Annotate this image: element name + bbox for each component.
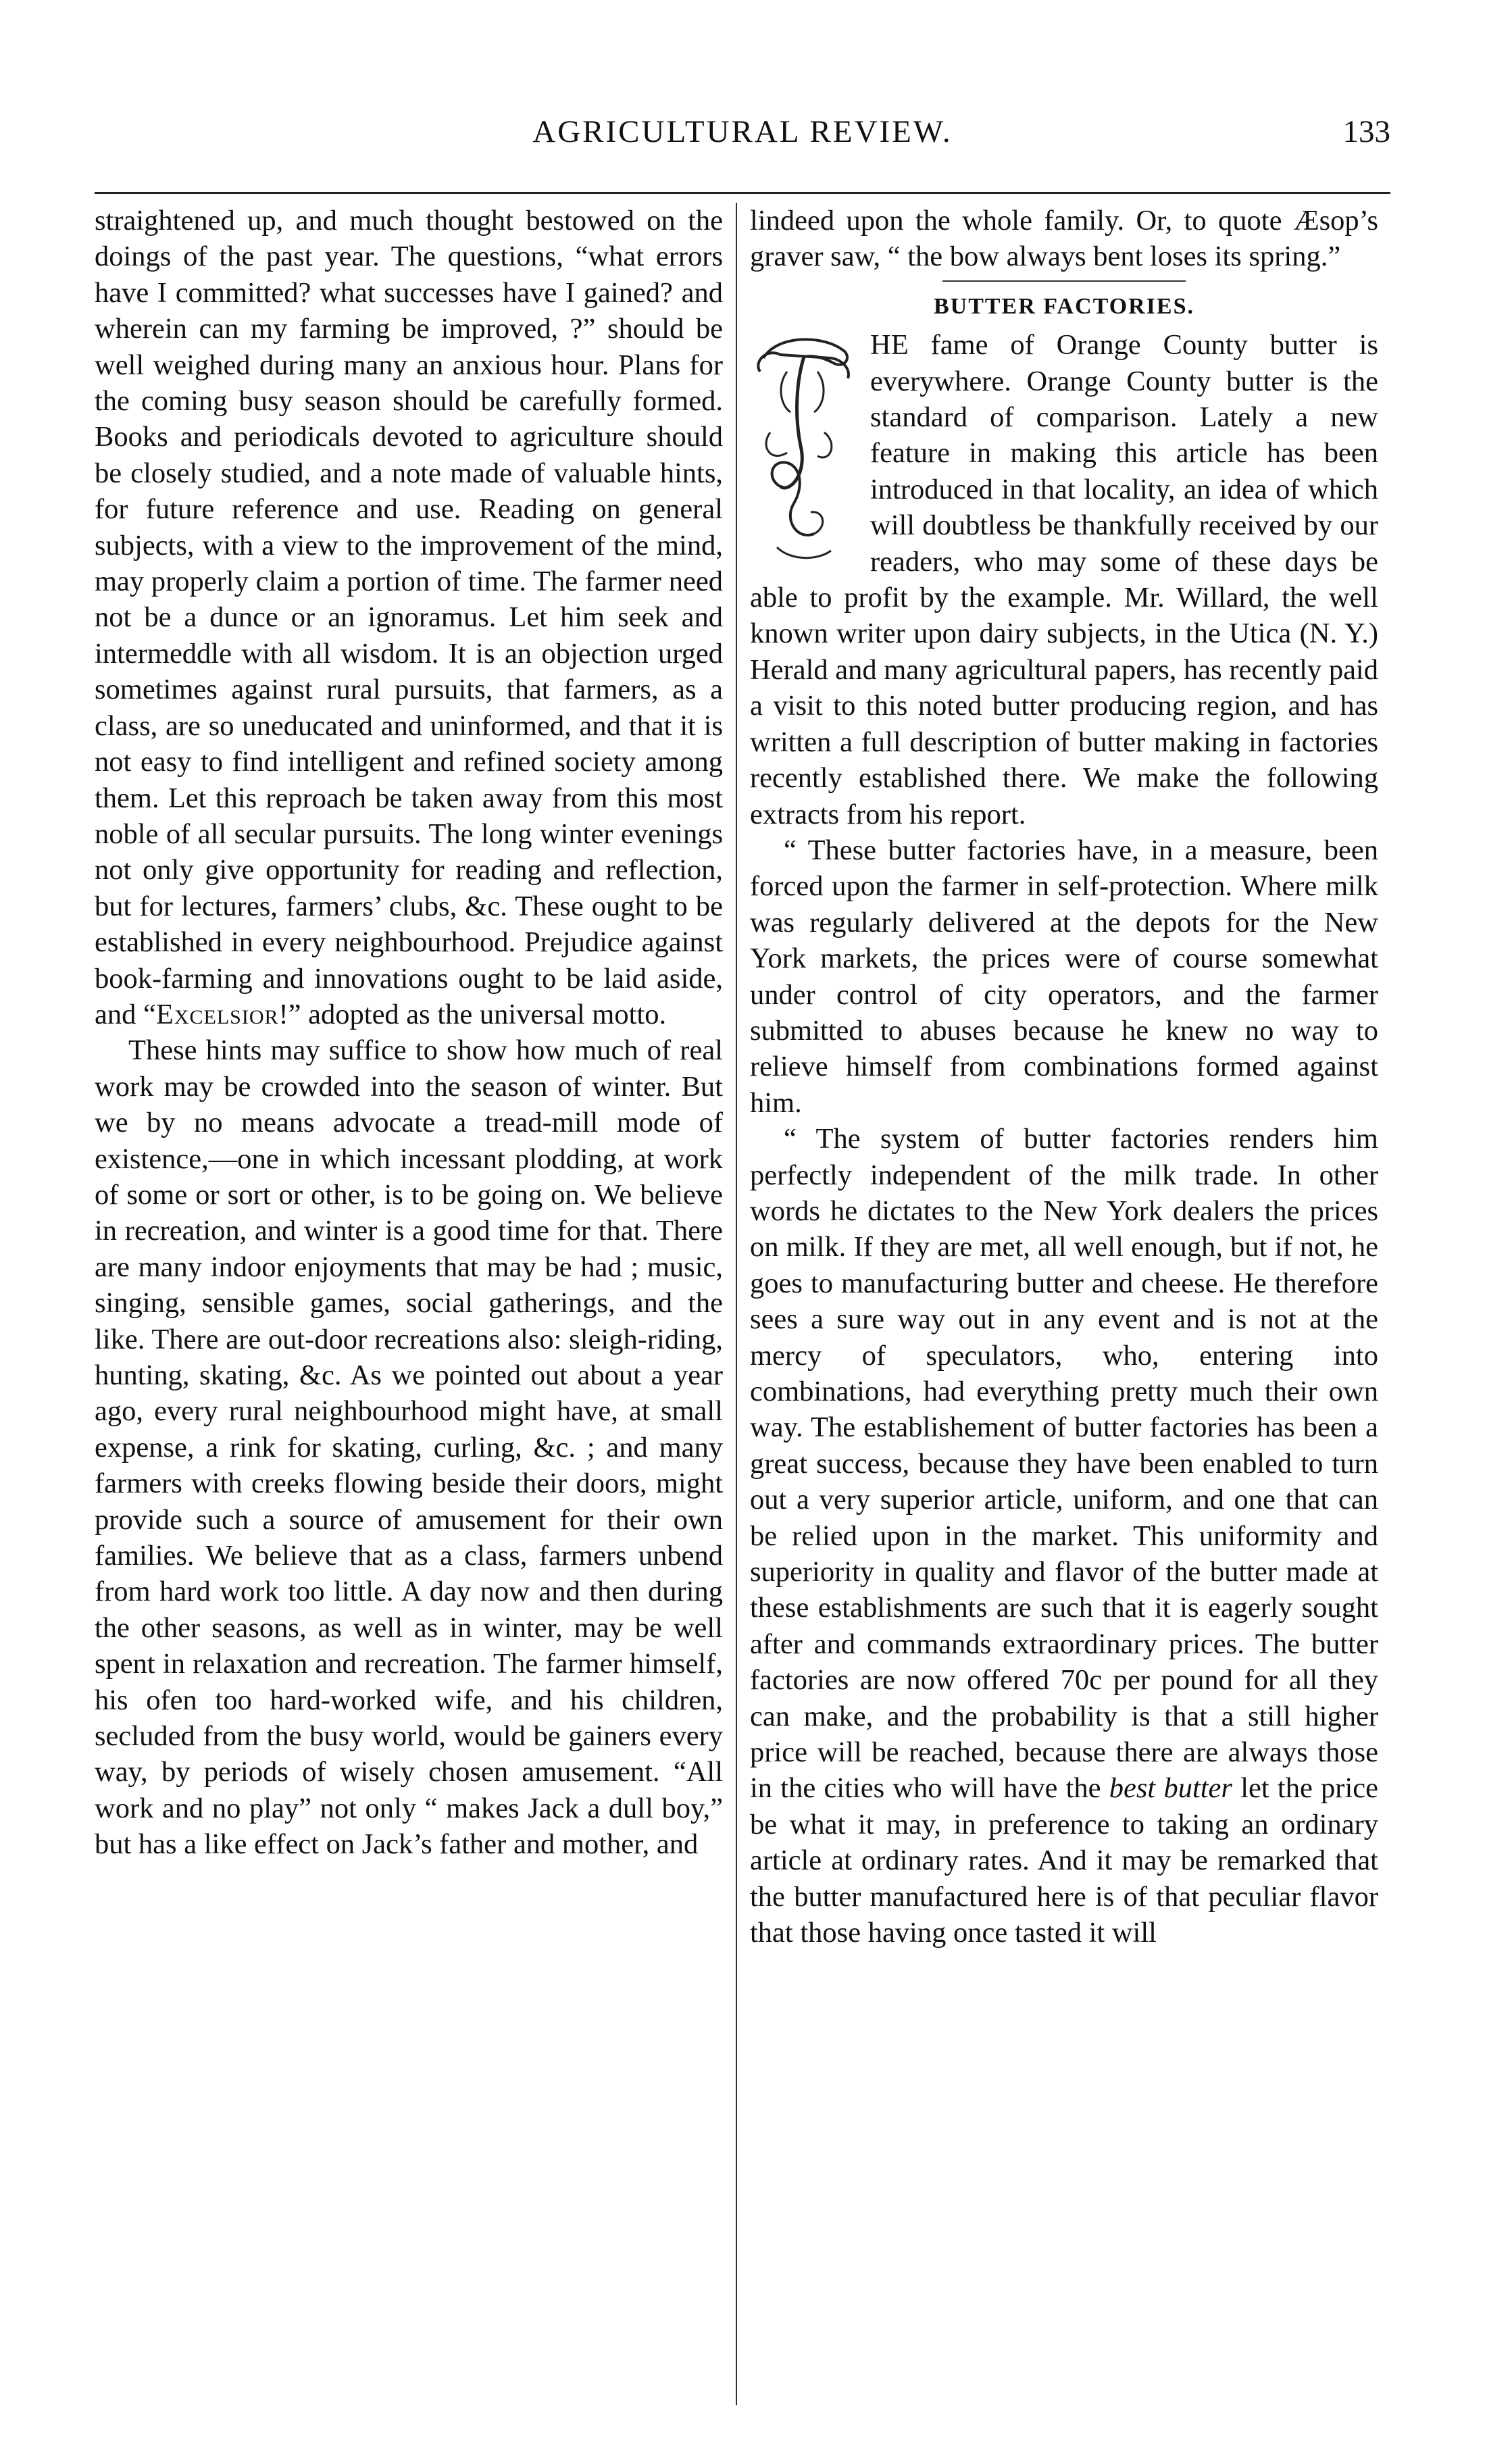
column-divider (736, 203, 737, 2405)
paragraph (750, 1121, 1378, 1951)
paragraph: HE fame of Orange County butter is everywhere. Orange County butter is the standard of comparison. Lately a new feature in making this article has been introduced in that locality, an idea of which will doubtless be thankfully received by our readers, who may some of these days be able to profit by the example. Mr. Willard, the well known writer upon dairy subjects, in the Utica (N. Y.) Herald and many agricultural papers, has recently paid a visit to this noted butter producing region, and has written a full description of butter making in factories recently established there. We make the following extracts from his report. (750, 329, 1378, 830)
header-rule (95, 192, 1390, 194)
paragraph-text: “ The system of butter factories renders him perfectly independent of the milk trade. In other words he dictates to the New York dealers the prices on milk. If they are met, all well enough, but if not, he goes to manufacturing butter and cheese. He therefore sees a sure way out in any event and is not at the mercy of speculators, who, entering into combinations, had everything pretty much their own way. The establishement of butter factories has been a great success, because they have been enabled to turn out a very superior article, uniform, and one that can be relied upon in the market. This uniformity and superiority in quality and flavor of the butter made at these establishments are such that it is eagerly sought after and commands extraordinary prices. The butter factories are now offered 70c per pound for all they can make, and the probability is that a still higher price will be reached, because there are always those in the cities who will have the (750, 1123, 1378, 1805)
paragraph: lindeed upon the whole family. Or, to quote Æsop’s graver saw, “ the bow always bent loses its spring.” (750, 205, 1378, 273)
page-number: 133 (1342, 114, 1390, 149)
paragraph (95, 203, 723, 1032)
paragraph: “ These butter factories have, in a measure, been forced upon the farmer in self-protection. Where milk was regularly delivered at the depots for the New York markets, the prices were of course somewhat under control of city operators, and the farmer submitted to abuses because he knew no way to relieve himself from combinations formed against him. (750, 834, 1378, 1119)
journal-title: AGRICULTURAL REVIEW. (532, 114, 953, 149)
ornamental-dropcap-t (750, 331, 858, 564)
paragraph-text: !” adopted as the universal motto. (278, 998, 667, 1030)
paragraph-text: let the price be what it may, in preference to taking an ordinary article at ordinary rates. And it may be remarked that the butter manufactured here is of that peculiar flavor that those having once tasted it will (750, 1772, 1378, 1949)
left-column (95, 203, 723, 1863)
running-head (95, 114, 1390, 161)
right-column (750, 203, 1378, 1951)
article-body (750, 327, 1378, 1951)
dropcap-t-icon (750, 331, 858, 564)
section-rule (942, 280, 1186, 282)
section-title: BUTTER FACTORIES. (933, 293, 1195, 319)
paragraph: These hints may suffice to show how much of real work may be crowded into the season of winter. But we by no means advocate a tread-mill mode of existence,—one in which incessant plodding, at work of some or sort or other, is to be going on. We believe in recreation, and winter is a good time for that. There are many indoor enjoyments that may be had ; music, singing, sensible games, social gatherings, and the like. There are out-door recreations also: sleigh-riding, hunting, skating, &c. As we pointed out about a year ago, every rural neighbourhood might have, at small expense, a rink for skating, curling, &c. ; and many farmers with creeks flowing beside their doors, might provide such a source of amusement for their own families. We believe that as a class, farmers unbend from hard work too little. A day now and then during the other seasons, as well as in winter, may be well spent in relaxation and recreation. The farmer himself, his ofen too hard-worked wife, and his children, secluded from the busy world, would be gainers every way, by periods of wisely chosen amusement. “All work and no play” not only “ makes Jack a dull boy,” but has a like effect on Jack’s father and mother, and (95, 1034, 723, 1861)
motto: Excelsior (155, 998, 279, 1030)
paragraph-text: straightened up, and much thought bestowed on the doings of the past year. The questions, “what errors have I committed? what successes have I gained? and wherein can my farming be improved, ?” should be well weighed during many an anxious hour. Plans for the coming busy season should be carefully formed. Books and periodicals devoted to agriculture should be closely studied, and a note made of valuable hints, for future reference and use. Reading on general subjects, with a view to the improvement of the mind, may properly claim a portion of time. The farmer need not be a dunce or an ignoramus. Let him seek and intermeddle with all wisdom. It is an objection urged sometimes against rural pursuits, that farmers, as a class, are so uneducated and uninformed, and that it is not easy to find intelligent and refined society among them. Let this reproach be taken away from this most noble of all secular pursuits. The long winter evenings not only give opportunity for reading and reflection, but for lectures, farmers’ clubs, &c. These ought to be established in every neighbourhood. Prejudice against book-farming and innovations ought to be laid aside, and “ (95, 205, 723, 1030)
emphasis: best butter (1109, 1772, 1232, 1805)
